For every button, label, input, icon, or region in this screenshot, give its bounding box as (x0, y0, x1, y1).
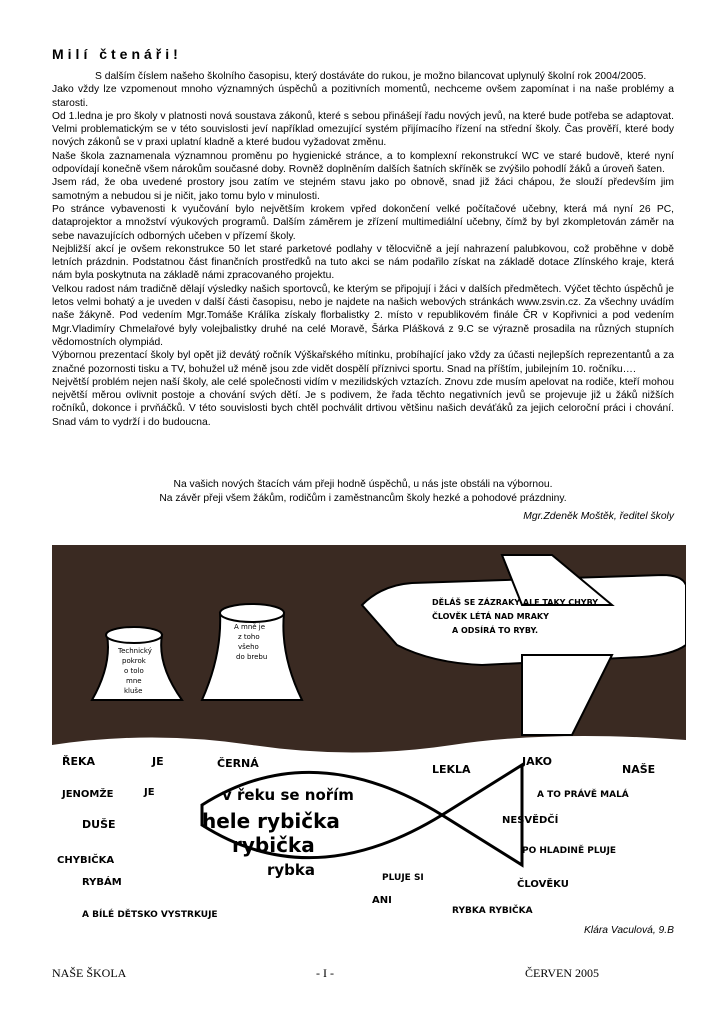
river-word: JE (144, 787, 155, 798)
river-word: ŘEKA (62, 755, 96, 768)
river-word: A TO PRÁVĚ MALÁ (537, 790, 629, 800)
footer-right: ČERVEN 2005 (525, 966, 600, 980)
river-word: JAKO (522, 755, 552, 768)
paragraph: Výbornou prezentací školy byl opět již devátý ročník Výškařského mítinku, probíhající jako vždy za účasti nejlepších reprezentantů a za značné pozornosti tisku a TV, bohužel už méně jsou zde vidět dospělí příznivci sportu. Snad na příštím, jubilejním 10. ročníku…. (52, 350, 674, 375)
footer-page-number: - I - (316, 966, 334, 980)
river-word: CHYBIČKA (57, 855, 115, 866)
river-word: NESVĚDČÍ (502, 815, 559, 826)
tower-text: mne (126, 677, 142, 685)
tower-text: z toho (238, 633, 260, 641)
tower-text: A mně je (234, 623, 266, 631)
tower-text: kluše (124, 687, 143, 695)
paragraph: Naše škola zaznamenala významnou proměnu po hygienické stránce, a to komplexní rekonstrukcí WC ve staré budově, které nyní odpovídají konečně všem nárokům současné doby. Rovněž doplněním dalších šatních skříněk se zvýšilo pohodlí žáků a úroveň šaten. (52, 150, 674, 176)
paragraph: Největší problém nejen naší školy, ale celé společnosti vidím v mezilidských vztazích. Znovu zde musím apelovat na rodiče, kteří mohou největší měrou ovlivnit postoje a chování svých dětí. Je s podivem, že řada těchto negativních jevů se projevuje již u žáků nižších ročníků, dokonce i prvňáčků. V této souvislosti bych chtěl pochválit drtivou většinu našich deváťáků za jejich celoroční práci i chování. Snad vám to vydrží i do budoucna. (52, 376, 674, 428)
paragraph: Po stránce vybavenosti k vyučování bylo největším krokem vpřed dokončení velké počítačové učebny, která má nyní 26 PC, dataprojektor a množství výukových programů. Dalším záměrem je zřízení multimediální učebny, čímž by byl zkompletován záměr na sebe navazujících odborných učeben v přízemí školy. (52, 203, 674, 242)
paragraph: Nejbližší akcí je ovšem rekonstrukce 50 let staré parketové podlahy v tělocvičně a její nahrazení palubkovou, což proběhne v době letních prázdnin. Podstatnou část finančních prostředků na tuto akci se nám podařilo získat na základě dotace Zlínského kraje, která nám byla poskytnuta na základě námi zpracovaného projektu. (52, 243, 674, 282)
closing-line-1: Na vašich nových štacích vám přeji hodně úspěchů, u nás jste obstáli na výbornou. (173, 479, 553, 490)
river-word: A BÍLÉ DĚTSKO VYSTRKUJE (82, 910, 218, 920)
tower-text: Technický (118, 647, 152, 655)
paragraph: Jako vždy lze vzpomenout mnoho významných úspěchů a pozitivních momentů, nechceme ovšem zapomínat i na naše problémy a starosti. (52, 84, 674, 109)
footer-left: NAŠE ŠKOLA (52, 966, 127, 980)
river-word: RYBÁM (82, 877, 122, 888)
paragraph: Velkou radost nám tradičně dělají výsledky našich sportovců, ke kterým se připojují i žáci v dalších předmětech. Výčet těchto úspěchů je letos velmi bohatý a je uveden v další části časopisu, nebo je najdete na našich webových stránkách www.zsvin.cz. Za všechny uvádím naše žákyně. Pod vedením Mgr.Tomáše Králíka získaly florbalistky 2. místo v republikovém finále ČR v Kopřivnici a pod vedením Mgr.Vladimíry Chmelařové byly volejbalistky druhé na celé Moravě, Šárka Plášková z 9.C se výrazně prosadila na různých stupních vědomostních olympiád. (52, 283, 674, 348)
plane-text-2: ČLOVĚK LÉTÁ NAD MRAKY (432, 612, 549, 621)
river-word: ANI (372, 895, 392, 906)
page-title: Milí čtenáři! (52, 46, 182, 62)
closing-line-2: Na závěr přeji všem žákům, rodičům i zaměstnancům školy hezké a pohodové prázdniny. (159, 493, 567, 504)
tower-text: pokrok (122, 657, 146, 665)
paragraph: S dalším číslem našeho školního časopisu, který dostáváte do rukou, je možno bilancovat uplynulý školní rok 2004/2005. (95, 71, 647, 82)
fish-text-2: hele rybička (202, 809, 340, 833)
tower-text: do brebu (236, 653, 268, 661)
drawing-credit: Klára Vaculová, 9.B (583, 925, 674, 936)
plane-text-1: DĚLÁŠ SE ZÁZRAKY ALE TAKY CHYBY (432, 598, 599, 607)
letter-body (52, 70, 674, 429)
river-word: LEKLA (432, 763, 471, 776)
fish-text-1: v řeku se nořím (222, 786, 354, 804)
river-word: DUŠE (82, 818, 116, 831)
river-word: ČERNÁ (217, 757, 259, 770)
river-word: PLUJE SI (382, 873, 424, 883)
river-word: JENOMŽE (62, 789, 114, 800)
student-drawing (52, 545, 686, 928)
plane-text-3: A ODSÍRÁ TO RYBY. (452, 626, 539, 635)
river-word: PO HLADINĚ PLUJE (522, 846, 617, 856)
river-word: ČLOVĚKU (517, 879, 569, 890)
paragraph: Jsem rád, že oba uvedené prostory jsou zatím ve stejném stavu jako po obnově, snad již žáci chápou, že slouží především jim samotným a nebudou si je ničit, jako tomu bylo v minulosti. (52, 177, 674, 202)
river-word: NAŠE (622, 763, 656, 776)
tower-text: o tolo (124, 667, 144, 675)
tower-text: všeho (238, 643, 259, 651)
paragraph: Od 1.ledna je pro školy v platnosti nová soustava zákonů, které s sebou přinášejí řadu nových jevů, na které bude potřeba se adaptovat. Velmi problematickým se v této souvislosti jeví například omezující systém přijímacího řízení na střední školy. Čas prověří, které body nových zákonů se v praxi uplatní kladně a které budou vyžadovat změnu. (52, 110, 674, 149)
river-word: JE (152, 755, 164, 768)
fish-text-3: rybička (232, 833, 315, 857)
signature: Mgr.Zdeněk Moštěk, ředitel školy (523, 511, 674, 522)
river-word: RYBKA RYBIČKA (452, 906, 533, 916)
fish-text-4: rybka (267, 861, 316, 879)
